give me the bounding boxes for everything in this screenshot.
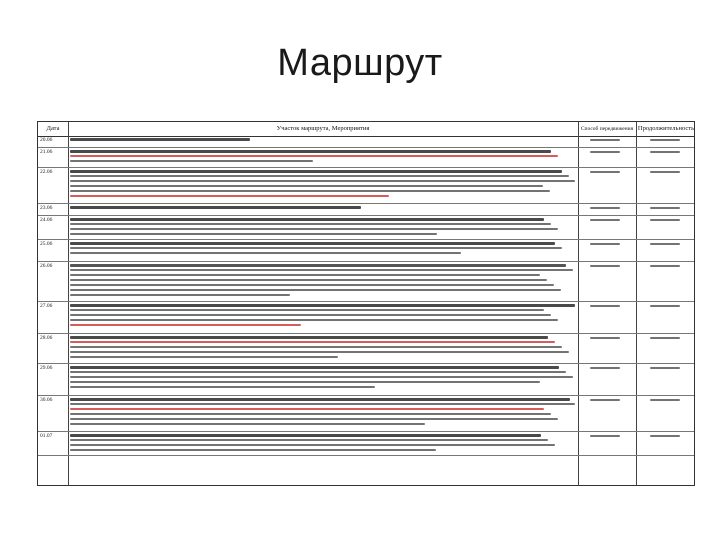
- duration-mark: [650, 435, 680, 437]
- duration-mark: [650, 243, 680, 245]
- duration-mark: [650, 151, 680, 153]
- duration-mark: [650, 367, 680, 369]
- duration-mark: [650, 207, 680, 209]
- text-line: [70, 247, 562, 249]
- text-line: [70, 346, 562, 348]
- row-date: 30.06: [40, 397, 53, 403]
- text-line: [70, 356, 338, 358]
- text-line: [70, 449, 436, 451]
- text-line: [70, 252, 461, 254]
- text-line: [70, 274, 540, 276]
- text-line: [70, 444, 555, 446]
- text-line: [70, 304, 575, 307]
- text-line: [70, 324, 301, 326]
- text-line: [70, 150, 551, 153]
- duration-mark: [650, 171, 680, 173]
- row-date: 25.06: [40, 241, 53, 247]
- text-line: [70, 418, 558, 420]
- mode-mark: [590, 151, 620, 153]
- row-date: 29.06: [40, 365, 53, 371]
- mode-mark: [590, 219, 620, 221]
- mode-mark: [590, 243, 620, 245]
- text-line: [70, 206, 361, 209]
- table-row: [38, 204, 694, 216]
- text-line: [70, 376, 573, 378]
- table-row: [38, 136, 694, 148]
- text-line: [70, 175, 569, 177]
- header-mode: Способ передвижения: [580, 126, 634, 132]
- text-line: [70, 284, 554, 286]
- table-header-row: [38, 122, 694, 137]
- mode-mark: [590, 305, 620, 307]
- text-line: [70, 309, 544, 311]
- text-line: [70, 439, 548, 441]
- text-line: [70, 223, 551, 225]
- itinerary-table: [37, 121, 695, 486]
- row-date: 26.06: [40, 263, 53, 269]
- text-line: [70, 408, 544, 410]
- duration-mark: [650, 305, 680, 307]
- text-line: [70, 294, 290, 296]
- text-line: [70, 180, 575, 182]
- text-line: [70, 366, 559, 369]
- header-route: Участок маршрута, Мероприятия: [276, 125, 370, 132]
- text-line: [70, 233, 437, 235]
- text-line: [70, 170, 562, 173]
- mode-mark: [590, 435, 620, 437]
- table-row: [38, 302, 694, 334]
- text-line: [70, 341, 555, 343]
- text-line: [70, 413, 551, 415]
- text-line: [70, 155, 558, 157]
- text-line: [70, 138, 250, 141]
- table-row: [38, 364, 694, 396]
- text-line: [70, 336, 548, 339]
- text-line: [70, 434, 541, 437]
- mode-mark: [590, 265, 620, 267]
- text-line: [70, 242, 555, 245]
- table-row: [38, 262, 694, 302]
- text-line: [70, 195, 389, 197]
- mode-mark: [590, 139, 620, 141]
- table-row: [38, 334, 694, 364]
- text-line: [70, 403, 575, 405]
- table-row: [38, 240, 694, 262]
- slide-title: Маршрут: [277, 42, 443, 84]
- row-date: 21.06: [40, 149, 53, 155]
- row-date: 24.06: [40, 217, 53, 223]
- text-line: [70, 279, 547, 281]
- text-line: [70, 190, 550, 192]
- duration-mark: [650, 265, 680, 267]
- row-date: 27.06: [40, 303, 53, 309]
- text-line: [70, 371, 566, 373]
- duration-mark: [650, 219, 680, 221]
- row-date: 01.07: [40, 433, 53, 439]
- text-line: [70, 319, 558, 321]
- text-line: [70, 398, 570, 401]
- table-row: [38, 432, 694, 456]
- mode-mark: [590, 367, 620, 369]
- table-row: [38, 168, 694, 204]
- text-line: [70, 351, 569, 353]
- text-line: [70, 381, 540, 383]
- text-line: [70, 228, 558, 230]
- mode-mark: [590, 399, 620, 401]
- text-line: [70, 269, 573, 271]
- duration-mark: [650, 337, 680, 339]
- mode-mark: [590, 207, 620, 209]
- text-line: [70, 218, 544, 221]
- text-line: [70, 314, 551, 316]
- table-row: [38, 148, 694, 168]
- row-date: 23.06: [40, 205, 53, 211]
- text-line: [70, 386, 375, 388]
- row-date: 22.06: [40, 169, 53, 175]
- text-line: [70, 160, 313, 162]
- row-date: 28.06: [40, 335, 53, 341]
- header-date: Дата: [46, 125, 60, 132]
- row-date: 20.06: [40, 137, 53, 143]
- table-row: [38, 396, 694, 432]
- text-line: [70, 423, 425, 425]
- mode-mark: [590, 337, 620, 339]
- duration-mark: [650, 399, 680, 401]
- text-line: [70, 264, 566, 267]
- table-row: [38, 216, 694, 240]
- text-line: [70, 289, 561, 291]
- mode-mark: [590, 171, 620, 173]
- text-line: [70, 185, 543, 187]
- duration-mark: [650, 139, 680, 141]
- header-duration: Продолжительность: [637, 125, 695, 132]
